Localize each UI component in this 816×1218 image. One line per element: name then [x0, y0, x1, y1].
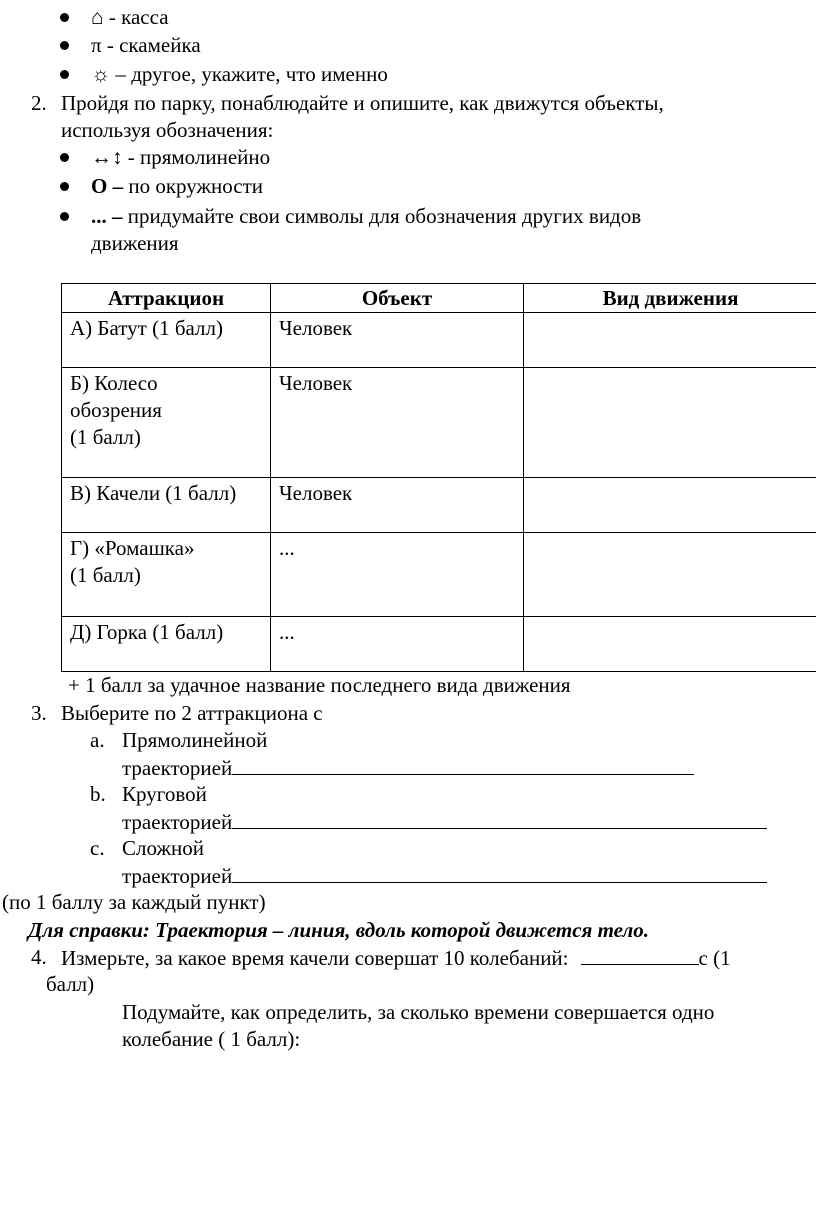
motion-circle: О – по окружности	[91, 174, 263, 198]
motion-other-cont: движения	[91, 231, 179, 255]
pi-icon: π	[91, 33, 102, 57]
task3-number: 3.	[31, 701, 47, 725]
answer-blank-c[interactable]	[232, 862, 767, 883]
task4-line1: Измерьте, за какое время качели совершат 10 колебаний: с (1	[61, 946, 731, 970]
task4-line2: балл)	[46, 972, 95, 996]
task3-letter-b: b.	[90, 782, 106, 806]
cell-motion[interactable]	[524, 617, 816, 672]
cell-motion[interactable]	[524, 533, 816, 617]
header-motion: Вид движения	[524, 284, 816, 313]
table-row	[62, 368, 816, 478]
cell-attraction: Б) Колесо обозрения (1 балл)	[62, 368, 271, 478]
answer-blank-b[interactable]	[232, 808, 767, 829]
bullet-dot	[60, 13, 69, 22]
legend-item-other: ☼ – другое, укажите, что именно	[91, 62, 388, 86]
header-object: Объект	[271, 284, 524, 313]
cell-object: ...	[271, 533, 524, 617]
time-answer-blank[interactable]	[581, 944, 699, 965]
cell-attraction: Г) «Ромашка» (1 балл)	[62, 533, 271, 617]
reference-note: Для справки: Траектория – линия, вдоль которой движется тело.	[28, 918, 649, 942]
task2-number: 2.	[31, 91, 47, 115]
table-row	[62, 617, 816, 672]
circle-symbol: О –	[91, 174, 124, 198]
bullet-dot	[60, 70, 69, 79]
bullet-dot	[60, 153, 69, 162]
task3-a-line2: траекторией	[122, 754, 694, 782]
ellipsis-symbol: ... –	[91, 204, 123, 228]
bullet-dot	[60, 212, 69, 221]
task3-title: Выберите по 2 аттракциона с	[61, 701, 323, 725]
task3-c-line2: траекторией	[122, 862, 767, 890]
cell-attraction: А) Батут (1 балл)	[62, 313, 271, 368]
cell-attraction: Д) Горка (1 балл)	[62, 617, 271, 672]
header-attraction: Аттракцион	[62, 284, 271, 313]
table-row	[62, 533, 816, 617]
cell-object: Человек	[271, 368, 524, 478]
legend-item-bench: π - скамейка	[91, 33, 201, 57]
cell-object: Человек	[271, 478, 524, 533]
motion-straight: ↔↕ - прямолинейно	[91, 145, 271, 169]
bullet-dot	[60, 41, 69, 50]
task4-para2: колебание ( 1 балл):	[122, 1027, 301, 1051]
cell-motion[interactable]	[524, 368, 816, 478]
sun-icon: ☼	[91, 62, 111, 86]
legend-item-cash: ⌂ - касса	[91, 5, 169, 29]
task3-letter-c: c.	[90, 836, 105, 860]
attractions-table	[61, 283, 816, 672]
task2-line1: Пройдя по парку, понаблюдайте и опишите, как движутся объекты,	[61, 91, 664, 115]
bonus-note: + 1 балл за удачное название последнего вида движения	[68, 673, 571, 697]
arrows-icon: ↔↕	[91, 145, 123, 169]
task3-b-line2: траекторией	[122, 808, 767, 836]
points-note: (по 1 баллу за каждый пункт)	[2, 890, 266, 914]
table-header-row	[62, 284, 816, 313]
task4-number: 4.	[31, 945, 47, 969]
motion-other: ... – придумайте свои символы для обозначения других видов	[91, 204, 642, 228]
answer-blank-a[interactable]	[232, 754, 694, 775]
cell-motion[interactable]	[524, 478, 816, 533]
task4-para1: Подумайте, как определить, за сколько времени совершается одно	[122, 1000, 715, 1024]
task3-letter-a: a.	[90, 728, 105, 752]
task2-line2: используя обозначения:	[61, 118, 274, 142]
task3-c-line1: Сложной	[122, 836, 204, 860]
table-row	[62, 478, 816, 533]
bullet-dot	[60, 182, 69, 191]
task3-a-line1: Прямолинейной	[122, 728, 268, 752]
cell-object: ...	[271, 617, 524, 672]
house-icon: ⌂	[91, 5, 104, 29]
cell-motion[interactable]	[524, 313, 816, 368]
cell-object: Человек	[271, 313, 524, 368]
cell-attraction: В) Качели (1 балл)	[62, 478, 271, 533]
task3-b-line1: Круговой	[122, 782, 207, 806]
table-row	[62, 313, 816, 368]
